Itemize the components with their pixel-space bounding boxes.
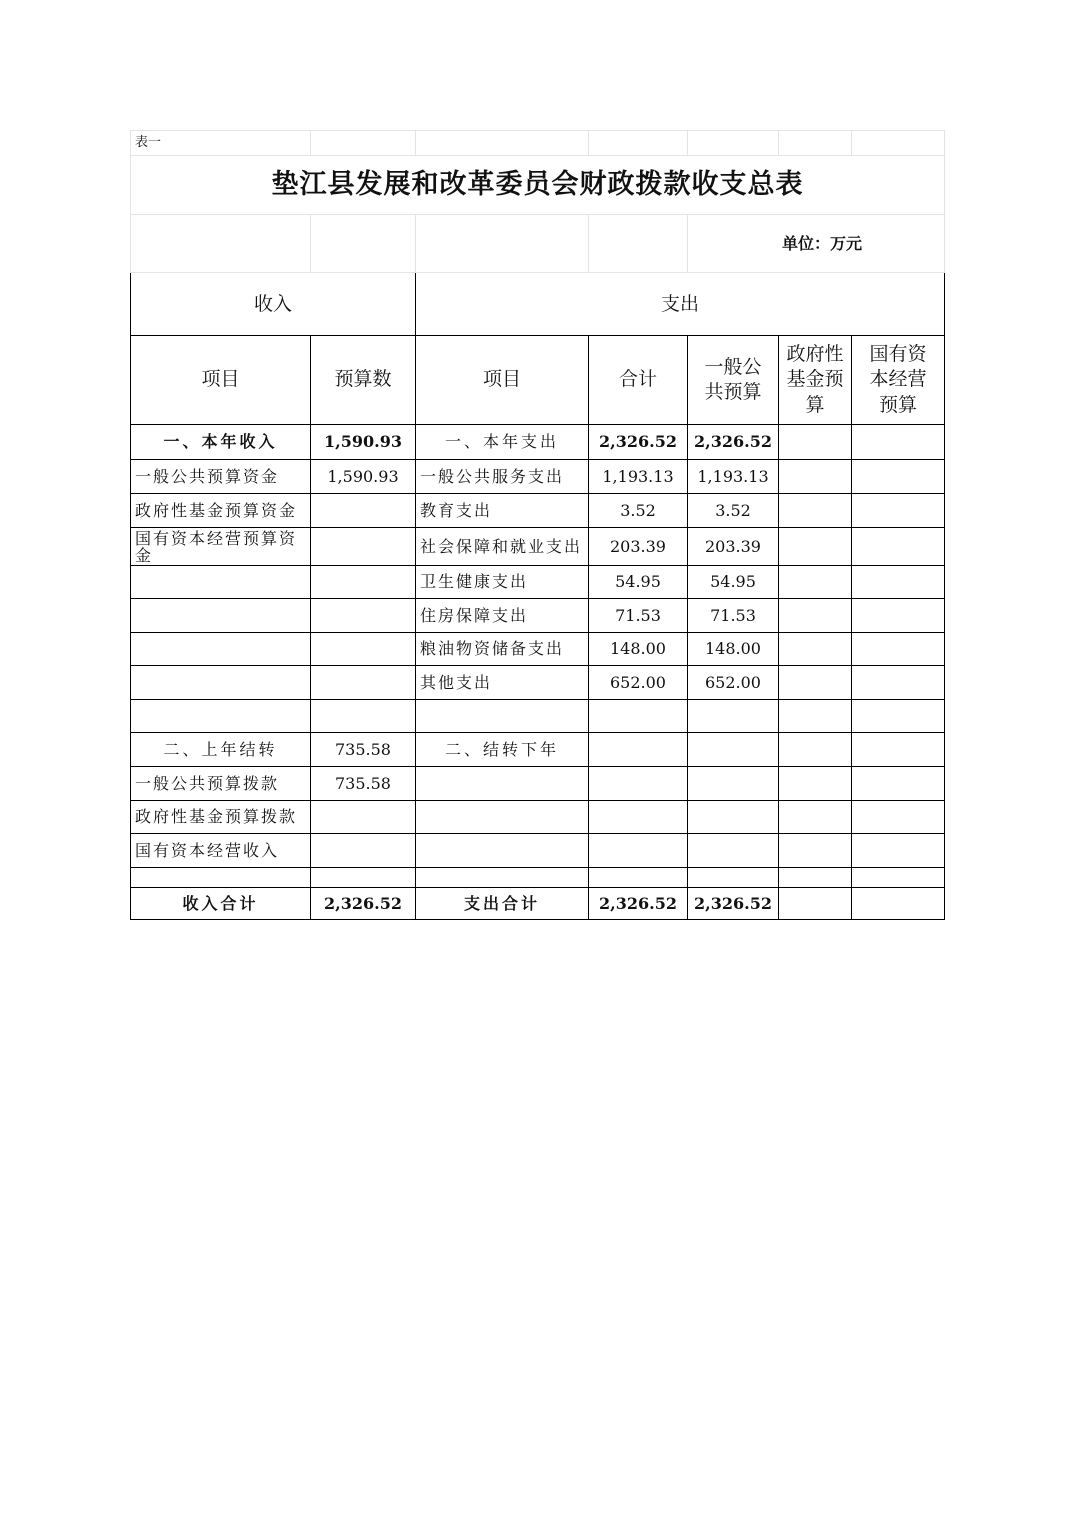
expense-item: 二、结转下年	[416, 732, 589, 766]
income-total-label: 收入合计	[131, 887, 311, 919]
table-row	[131, 833, 945, 867]
income-value	[311, 598, 416, 632]
income-item: 政府性基金预算资金	[131, 494, 311, 528]
expense-total	[589, 867, 688, 887]
expense-total-value: 2,326.52	[589, 887, 688, 919]
budget-header: 预算数	[311, 336, 416, 425]
expense-total	[589, 732, 688, 766]
expense-item	[416, 867, 589, 887]
table-number: 表一	[131, 131, 311, 156]
income-item: 政府性基金预算拨款	[131, 800, 311, 833]
table-row	[131, 665, 945, 699]
expense-item: 粮油物资储备支出	[416, 632, 589, 665]
income-value: 735.58	[311, 732, 416, 766]
table-row	[131, 565, 945, 598]
expense-item: 一、本年支出	[416, 425, 589, 460]
expense-item	[416, 766, 589, 800]
expense-item	[416, 699, 589, 732]
expense-item	[416, 833, 589, 867]
income-value	[311, 699, 416, 732]
expense-general	[688, 867, 779, 887]
table-row	[131, 494, 945, 528]
total-header: 合计	[589, 336, 688, 425]
expense-total: 54.95	[589, 565, 688, 598]
expense-item: 住房保障支出	[416, 598, 589, 632]
table-row	[131, 528, 945, 566]
table-row	[131, 732, 945, 766]
income-item	[131, 867, 311, 887]
expense-total	[589, 833, 688, 867]
expense-total: 203.39	[589, 528, 688, 566]
table-row	[131, 425, 945, 460]
gov-fund-header: 政府性基金预算	[779, 336, 852, 425]
expense-general	[688, 732, 779, 766]
expense-item: 教育支出	[416, 494, 589, 528]
state-capital-header: 国有资本经营预算	[852, 336, 945, 425]
income-item: 二、上年结转	[131, 732, 311, 766]
expense-total: 2,326.52	[589, 425, 688, 460]
expense-total	[589, 699, 688, 732]
income-item	[131, 699, 311, 732]
income-value	[311, 632, 416, 665]
table-row	[131, 460, 945, 494]
income-item: 一、本年收入	[131, 425, 311, 460]
expense-general: 3.52	[688, 494, 779, 528]
unit-label: 单位：万元	[688, 215, 945, 273]
table-row	[131, 800, 945, 833]
finance-sheet	[130, 130, 944, 920]
expense-general	[688, 766, 779, 800]
expense-general: 54.95	[688, 565, 779, 598]
expense-total	[589, 766, 688, 800]
header-row-2	[131, 336, 945, 425]
income-total-value: 2,326.52	[311, 887, 416, 919]
income-item: 一般公共预算资金	[131, 460, 311, 494]
expense-item-header: 项目	[416, 336, 589, 425]
income-header: 收入	[131, 273, 416, 336]
table-row	[131, 867, 945, 887]
expense-total	[589, 800, 688, 833]
expense-general	[688, 699, 779, 732]
expense-general-total: 2,326.52	[688, 887, 779, 919]
page-title: 垫江县发展和改革委员会财政拨款收支总表	[131, 156, 945, 215]
income-value: 1,590.93	[311, 460, 416, 494]
income-value	[311, 867, 416, 887]
expense-total-label: 支出合计	[416, 887, 589, 919]
income-value	[311, 494, 416, 528]
income-item-header: 项目	[131, 336, 311, 425]
income-value: 735.58	[311, 766, 416, 800]
expense-total: 3.52	[589, 494, 688, 528]
expense-total: 652.00	[589, 665, 688, 699]
income-item: 国有资本经营预算资金	[131, 528, 311, 566]
expense-general: 203.39	[688, 528, 779, 566]
table-row	[131, 598, 945, 632]
income-value	[311, 833, 416, 867]
expense-general: 1,193.13	[688, 460, 779, 494]
expense-general: 148.00	[688, 632, 779, 665]
totals-row	[131, 887, 945, 919]
expense-total: 148.00	[589, 632, 688, 665]
table-row	[131, 632, 945, 665]
income-item: 国有资本经营收入	[131, 833, 311, 867]
expense-item: 一般公共服务支出	[416, 460, 589, 494]
income-value	[311, 665, 416, 699]
expense-item	[416, 800, 589, 833]
expense-general: 652.00	[688, 665, 779, 699]
income-item: 一般公共预算拨款	[131, 766, 311, 800]
income-item	[131, 565, 311, 598]
header-row-1	[131, 273, 945, 336]
expense-header: 支出	[416, 273, 945, 336]
income-value	[311, 800, 416, 833]
income-item	[131, 598, 311, 632]
expense-item: 其他支出	[416, 665, 589, 699]
note-row	[131, 131, 945, 156]
expense-item: 社会保障和就业支出	[416, 528, 589, 566]
expense-general	[688, 833, 779, 867]
expense-general: 2,326.52	[688, 425, 779, 460]
income-value	[311, 565, 416, 598]
expense-total: 1,193.13	[589, 460, 688, 494]
income-item	[131, 632, 311, 665]
income-value	[311, 528, 416, 566]
expense-total: 71.53	[589, 598, 688, 632]
income-item	[131, 665, 311, 699]
title-row	[131, 156, 945, 215]
expense-general	[688, 800, 779, 833]
expense-general: 71.53	[688, 598, 779, 632]
table-row	[131, 766, 945, 800]
income-value: 1,590.93	[311, 425, 416, 460]
general-budget-header: 一般公共预算	[688, 336, 779, 425]
table-row	[131, 699, 945, 732]
summary-table	[130, 130, 945, 920]
expense-item: 卫生健康支出	[416, 565, 589, 598]
unit-row	[131, 215, 945, 273]
